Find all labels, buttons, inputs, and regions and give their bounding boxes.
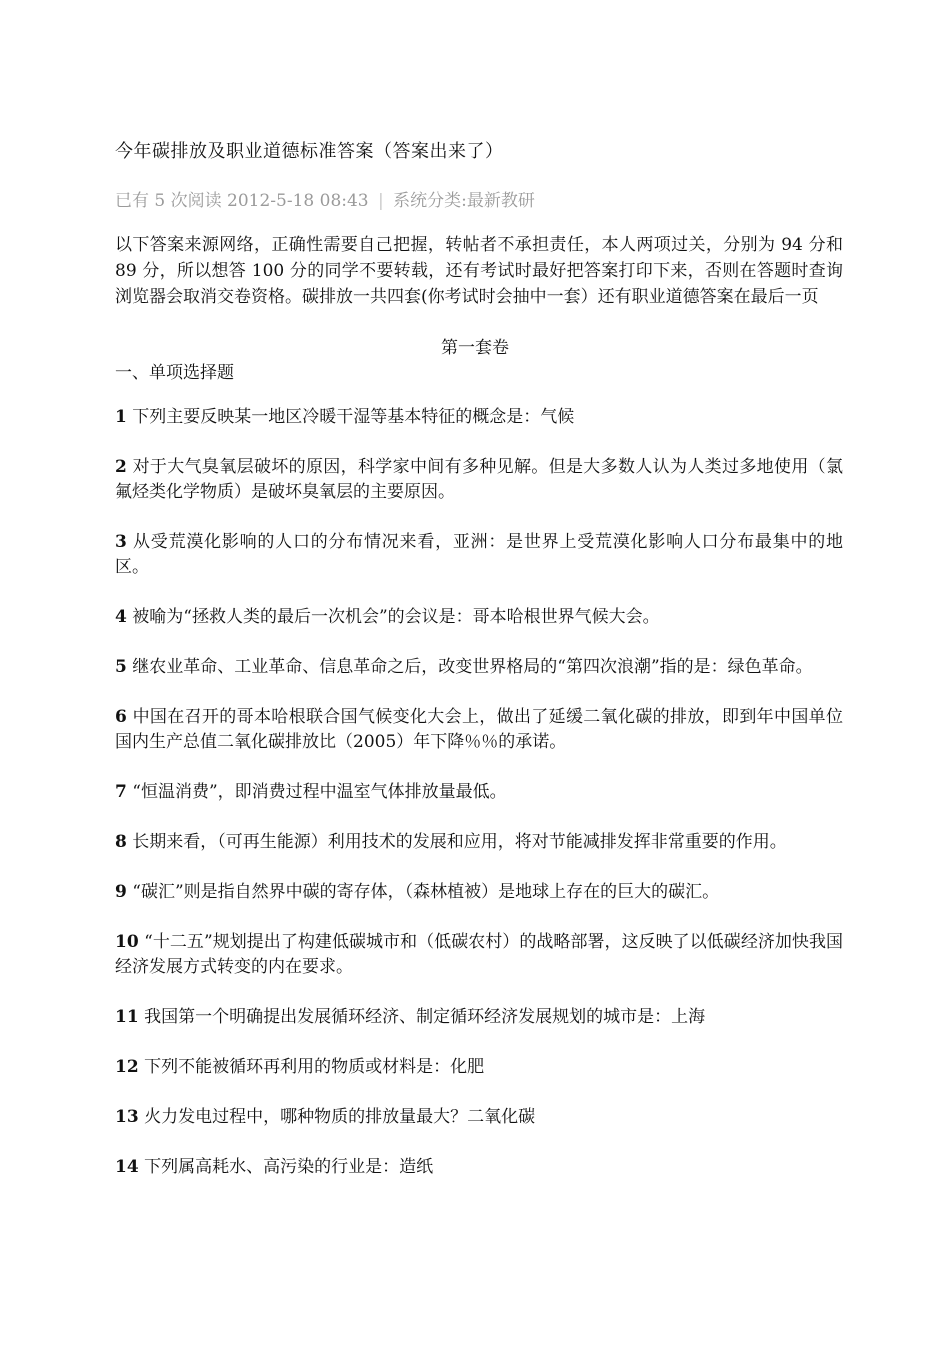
question-text: 下列属高耗水、高污染的行业是：造纸 [144, 1157, 434, 1177]
question-text: “恒温消费”，即消费过程中温室气体排放量最低。 [132, 782, 507, 802]
question-item [115, 605, 843, 630]
view-count-and-date: 已有 5 次阅读 2012-5-18 08:43 [115, 191, 369, 211]
question-item [115, 705, 843, 755]
question-item [115, 455, 843, 505]
set-title: 第一套卷 [441, 338, 509, 358]
question-text: “碳汇”则是指自然界中碳的寄存体，（森林植被）是地球上存在的巨大的碳汇。 [132, 882, 720, 902]
question-text: 对于大气臭氧层破坏的原因，科学家中间有多种见解。但是大多数人认为人类过多地使用（氯氟烃类化学物质）是破坏臭氧层的主要原因。 [115, 457, 844, 502]
question-text: 火力发电过程中，哪种物质的排放量最大？二氧化碳 [144, 1107, 536, 1127]
question-number: 3 [115, 532, 127, 552]
question-item [115, 880, 843, 905]
question-text: 从受荒漠化影响的人口的分布情况来看，亚洲：是世界上受荒漠化影响人口分布最集中的地区。 [115, 532, 844, 577]
question-number: 4 [115, 607, 127, 627]
question-number: 7 [115, 782, 127, 802]
question-item [115, 1055, 843, 1080]
question-item [115, 530, 843, 580]
question-number: 6 [115, 707, 127, 727]
question-item [115, 830, 843, 855]
document-title: 今年碳排放及职业道德标准答案（答案出来了） [115, 141, 504, 162]
question-item [115, 655, 843, 680]
question-number: 11 [115, 1007, 139, 1027]
question-item [115, 1105, 843, 1130]
question-item [115, 405, 843, 430]
intro-paragraph: 以下答案来源网络，正确性需要自己把握，转帖者不承担责任，本人两项过关，分别为 94 分和 89 分，所以想答 100 分的同学不要转载，还有考试时最好把答案打印下来，否则在答题时查询浏览器会取消交卷资格。碳排放一共四套(你考试时会抽中一套）还有职业道德答案在最后一页 [115, 235, 843, 307]
question-text: 我国第一个明确提出发展循环经济、制定循环经济发展规划的城市是：上海 [144, 1007, 706, 1027]
question-text: 下列主要反映某一地区冷暖干湿等基本特征的概念是：气候 [132, 407, 575, 427]
question-list [115, 405, 843, 1205]
question-item [115, 780, 843, 805]
question-text: “十二五”规划提出了构建低碳城市和（低碳农村）的战略部署，这反映了以低碳经济加快我国经济发展方式转变的内在要求。 [115, 932, 843, 977]
question-text: 长期来看，（可再生能源）利用技术的发展和应用，将对节能减排发挥非常重要的作用。 [132, 832, 787, 852]
question-item [115, 930, 843, 980]
question-text: 中国在召开的哥本哈根联合国气候变化大会上，做出了延缓二氧化碳的排放，即到年中国单位国内生产总值二氧化碳排放比（2005）年下降％％的承诺。 [115, 707, 844, 752]
question-number: 8 [115, 832, 127, 852]
question-number: 14 [115, 1157, 139, 1177]
question-number: 5 [115, 657, 127, 677]
question-item [115, 1155, 843, 1180]
question-number: 13 [115, 1107, 139, 1127]
question-number: 2 [115, 457, 127, 477]
question-number: 9 [115, 882, 127, 902]
section-title: 一、单项选择题 [115, 363, 234, 383]
question-number: 12 [115, 1057, 139, 1077]
question-text: 继农业革命、工业革命、信息革命之后，改变世界格局的“第四次浪潮”指的是：绿色革命。 [132, 657, 813, 677]
question-number: 1 [115, 407, 127, 427]
question-text: 下列不能被循环再利用的物质或材料是：化肥 [144, 1057, 485, 1077]
question-item [115, 1005, 843, 1030]
meta-separator: | [378, 191, 384, 211]
question-number: 10 [115, 932, 139, 952]
category-link[interactable]: 系统分类:最新教研 [393, 191, 535, 211]
question-text: 被喻为“拯救人类的最后一次机会”的会议是：哥本哈根世界气候大会。 [132, 607, 660, 627]
post-meta [115, 186, 535, 211]
